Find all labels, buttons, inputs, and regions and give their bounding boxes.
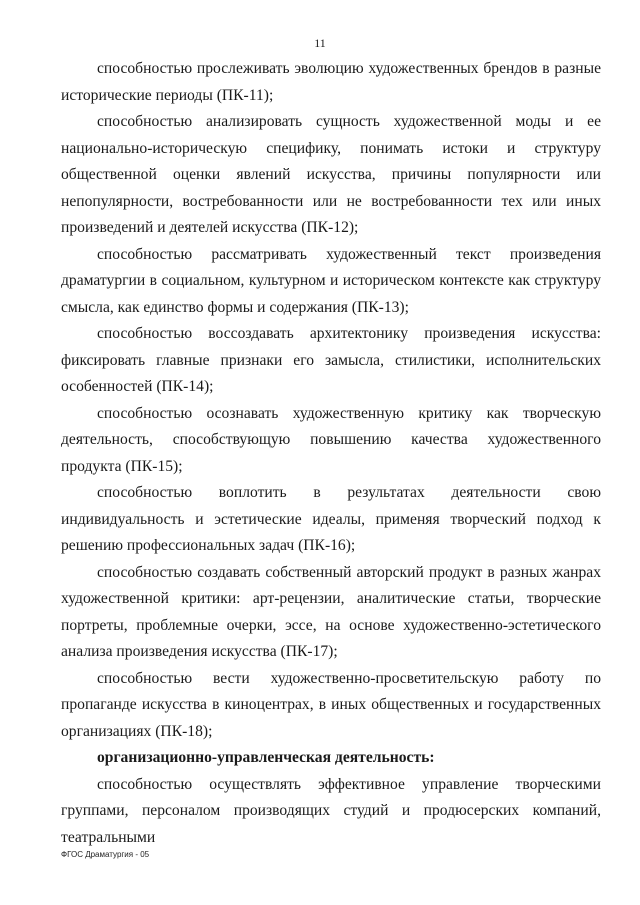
- competency-paragraph-pk14: способностью воссоздавать архитектонику произведения искусства: фиксировать главные признаки его замысла, стилистики, исполнительских особенностей (ПК-14);: [61, 325, 601, 395]
- competency-paragraph-pk17: способностью создавать собственный авторский продукт в разных жанрах художественной критики: арт-рецензии, аналитические статьи, творческие портреты, проблемные очерки, эссе, на основе художественно-эстетического анализа произведения искусства (ПК-17);: [61, 563, 601, 660]
- section-heading: организационно-управленческая деятельность:: [97, 749, 435, 766]
- competency-paragraph-pk15: способностью осознавать художественную критику как творческую деятельность, способствующую повышению качества художественного продукта (ПК-15);: [61, 404, 601, 475]
- competency-paragraph-pk11: способностью прослеживать эволюцию художественных брендов в разные исторические периоды (ПК-11);: [61, 60, 601, 104]
- document-body: [61, 56, 601, 851]
- page-number: 11: [314, 36, 326, 50]
- competency-paragraph-pk16: способностью воплотить в результатах деятельности свою индивидуальность и эстетические идеалы, применяя творческий подход к решению профессиональных задач (ПК-16);: [61, 484, 601, 554]
- competency-paragraph-pk13: способностью рассматривать художественный текст произведения драматургии в социальном, культурном и историческом контексте как структуру смысла, как единство формы и содержания (ПК-13);: [61, 245, 601, 316]
- competency-paragraph-pk18: способностью вести художественно-просветительскую работу по пропаганде искусства в киноцентрах, в иных общественных и государственных организациях (ПК-18);: [61, 669, 601, 740]
- document-footer: ФГОС Драматургия - 05: [61, 850, 150, 859]
- competency-paragraph-management: способностью осуществлять эффективное управление творческими группами, персоналом производящих студий и продюсерских компаний, театральными: [61, 775, 601, 846]
- competency-paragraph-pk12: способностью анализировать сущность художественной моды и ее национально-историческую специфику, понимать истоки и структуру общественной оценки явлений искусства, причины популярности или непопулярности, востребованности или не востребованности тех или иных произведений и деятелей искусства (ПК-12);: [61, 113, 601, 236]
